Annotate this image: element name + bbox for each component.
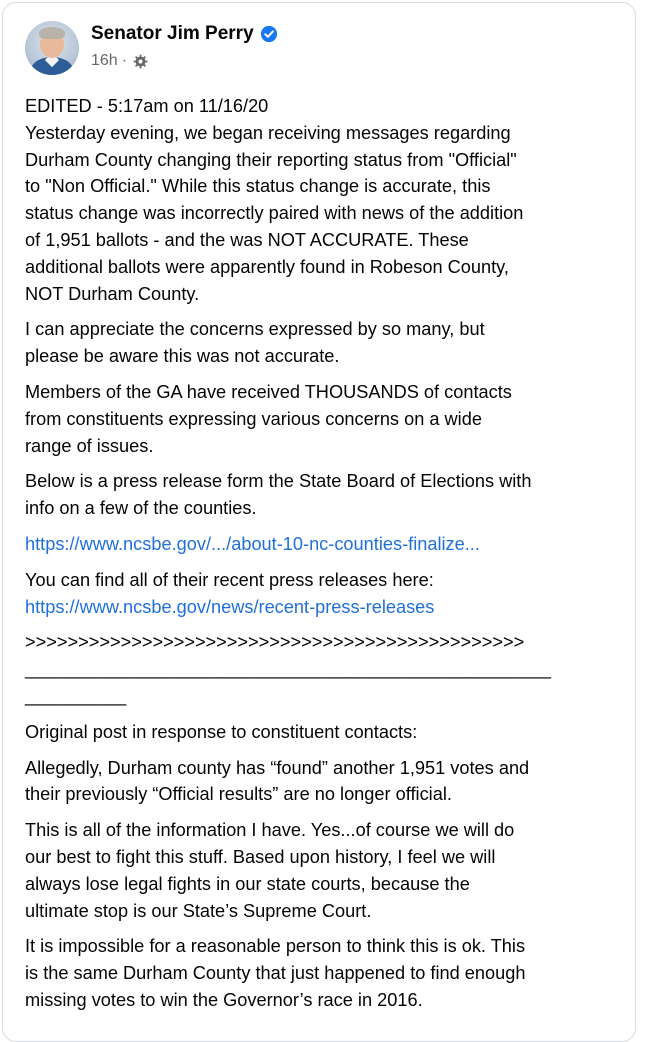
- text-line: Allegedly, Durham county has “found” another 1,951 votes and: [25, 757, 530, 778]
- counties-finalize-link[interactable]: https://www.ncsbe.gov/.../about-10-nc-counties-finalize...: [25, 533, 480, 554]
- text-line: Original post in response to constituent contacts:: [25, 721, 418, 742]
- underline-divider-end: __________: [25, 685, 127, 706]
- text-line: Durham County changing their reporting status from "Official": [25, 149, 517, 170]
- text-line: Members of the GA have received THOUSANDS of contacts: [25, 381, 512, 402]
- text-line: ultimate stop is our State’s Supreme Court.: [25, 900, 372, 921]
- post-body: [25, 93, 625, 1023]
- author-row: [91, 23, 278, 45]
- text-line: You can find all of their recent press releases here:: [25, 569, 434, 590]
- text-line: EDITED - 5:17am on 11/16/20: [25, 96, 269, 116]
- paragraph-edit-notice: [25, 93, 625, 307]
- text-line: please be aware this was not accurate.: [25, 346, 340, 367]
- paragraph-contacts: [25, 379, 625, 459]
- text-line: Below is a press release form the State Board of Elections with: [25, 471, 532, 492]
- paragraph-press-release: [25, 468, 625, 522]
- arrow-divider: >>>>>>>>>>>>>>>>>>>>>>>>>>>>>>>>>>>>>>>>>>>>>>>: [25, 632, 525, 653]
- text-line: of 1,951 ballots - and the was NOT ACCURATE. These: [25, 229, 469, 250]
- post-time[interactable]: 16h: [91, 52, 118, 69]
- text-line: range of issues.: [25, 435, 154, 456]
- paragraph-divider: [25, 629, 625, 709]
- text-line: our best to fight this stuff. Based upon history, I feel we will: [25, 846, 496, 867]
- recent-press-releases-link[interactable]: https://www.ncsbe.gov/news/recent-press-releases: [25, 596, 435, 617]
- paragraph-concerns: [25, 316, 625, 370]
- paragraph-original-intro: [25, 719, 625, 746]
- underline-divider: ____________________________________________________: [25, 659, 551, 680]
- text-line: It is impossible for a reasonable person to think this is ok. This: [25, 936, 526, 957]
- paragraph-impossible: [25, 933, 625, 1013]
- gear-icon[interactable]: [133, 54, 148, 69]
- text-line: from constituents expressing various concerns on a wide: [25, 408, 482, 429]
- post-card: [2, 2, 636, 1042]
- paragraph-information: [25, 817, 625, 924]
- text-line: status change was incorrectly paired with news of the addition: [25, 203, 524, 224]
- avatar[interactable]: [25, 21, 79, 75]
- paragraph-press-releases: [25, 567, 625, 621]
- post-meta: [91, 52, 148, 70]
- text-line: always lose legal fights in our state courts, because the: [25, 873, 470, 894]
- text-line: additional ballots were apparently found in Robeson County,: [25, 256, 509, 277]
- text-line: their previously “Official results” are no longer official.: [25, 784, 452, 805]
- text-line: This is all of the information I have. Yes...of course we will do: [25, 820, 515, 841]
- text-line: info on a few of the counties.: [25, 498, 257, 519]
- text-line: missing votes to win the Governor’s race in 2016.: [25, 989, 423, 1010]
- verified-badge-icon: [260, 25, 278, 43]
- author-name[interactable]: Senator Jim Perry: [91, 23, 254, 44]
- text-line: NOT Durham County.: [25, 283, 200, 304]
- text-line: I can appreciate the concerns expressed by so many, but: [25, 319, 485, 340]
- text-line: Yesterday evening, we began receiving messages regarding: [25, 122, 511, 143]
- paragraph-allegedly: [25, 755, 625, 809]
- paragraph-link1: [25, 531, 625, 558]
- text-line: is the same Durham County that just happened to find enough: [25, 963, 526, 984]
- meta-separator: ·: [121, 52, 128, 69]
- text-line: to "Non Official." While this status change is accurate, this: [25, 176, 491, 197]
